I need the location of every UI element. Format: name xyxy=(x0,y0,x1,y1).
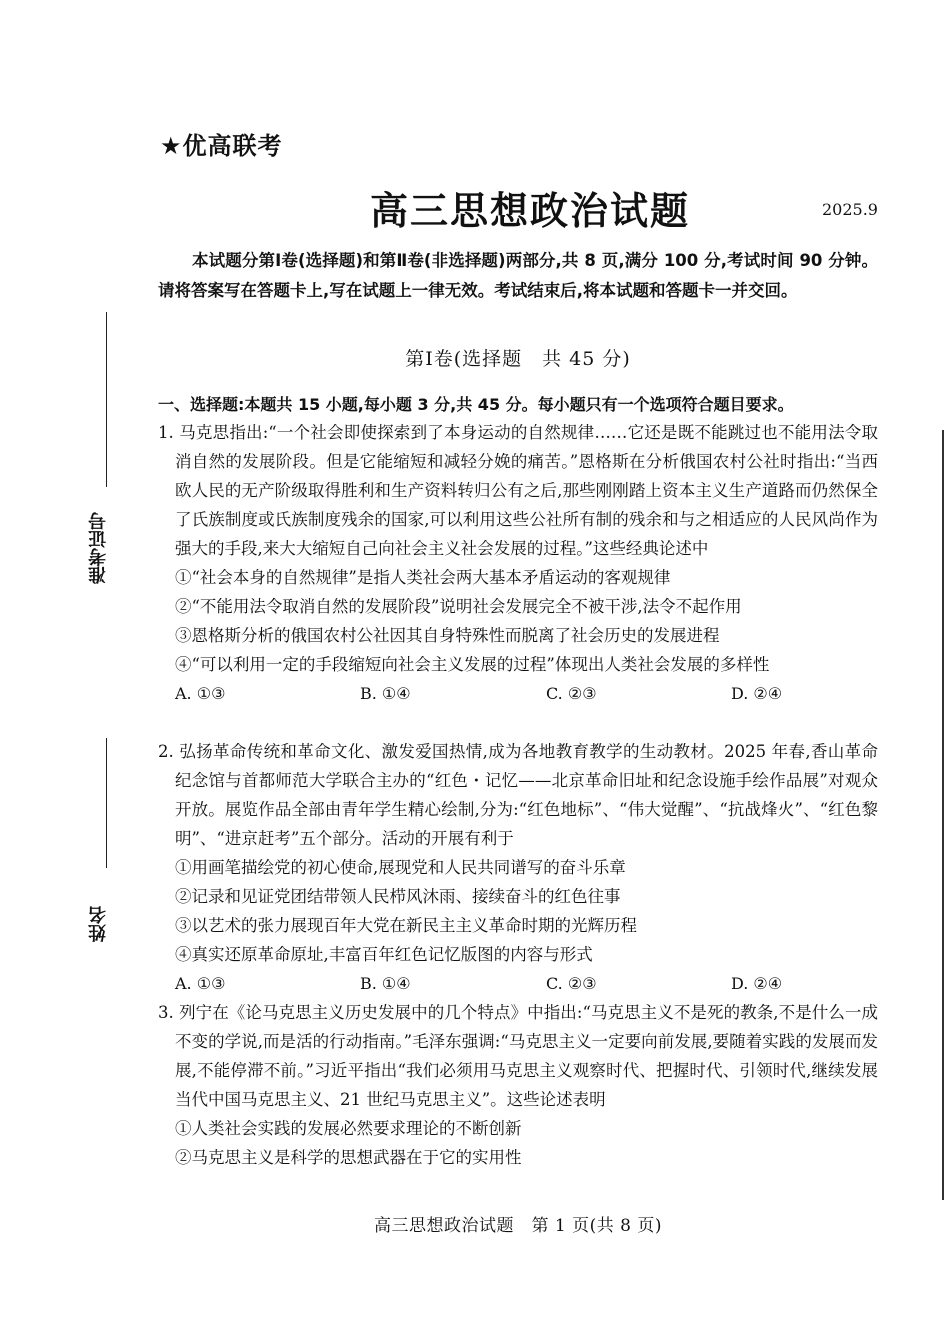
exam-brand: ★优高联考 xyxy=(160,132,283,160)
statement-option: ①“社会本身的自然规律”是指人类社会两大基本矛盾运动的客观规律 xyxy=(175,568,671,587)
page-footer: 高三思想政治试题 第 1 页(共 8 页) xyxy=(373,1216,662,1236)
statement-option: ④“可以利用一定的手段缩短向社会主义发展的过程”体现出人类社会发展的多样性 xyxy=(175,655,770,674)
answer-choice-d[interactable]: D. ②④ xyxy=(731,684,783,703)
statement-option: ②“不能用法令取消自然的发展阶段”说明社会发展完全不被干涉,法令不起作用 xyxy=(175,597,742,616)
exam-date: 2025.9 xyxy=(822,200,878,219)
answer-choice-a[interactable]: A. ①③ xyxy=(175,974,226,993)
answer-choice-c[interactable]: C. ②③ xyxy=(546,974,597,993)
question-stem: 1. 马克思指出:“一个社会即使探索到了本身运动的自然规律……它还是既不能跳过也不能用法令取消自然的发展阶段。但是它能缩短和减轻分娩的痛苦。”恩格斯在分析俄国农村公社时指出:“当西欧人民的无产阶级取得胜利和生产资料转归公有之后,那些刚刚踏上资本主义生产道路而仍然保全了氏族制度或氏族制度残余的国家,可以利用这些公社所有制的残余和与之相适应的人民风尚作为强大的手段,来大大缩短自己向社会主义社会发展的过程。”这些经典论述中 xyxy=(158,423,878,558)
section-title: 第Ⅰ卷(选择题 共 45 分) xyxy=(405,348,631,370)
exam-number-line xyxy=(106,312,107,487)
statement-option: ③恩格斯分析的俄国农村公社因其自身特殊性而脱离了社会历史的发展进程 xyxy=(175,626,720,645)
answer-choice-b[interactable]: B. ①④ xyxy=(360,974,411,993)
answer-choice-b[interactable]: B. ①④ xyxy=(360,684,411,703)
question-1 xyxy=(158,418,878,708)
statement-option: ④真实还原革命原址,丰富百年红色记忆版图的内容与形式 xyxy=(175,945,593,964)
statement-option: ①用画笔描绘党的初心使命,展现党和人民共同谱写的奋斗乐章 xyxy=(175,858,626,877)
question-3 xyxy=(158,998,878,1172)
question-stem: 2. 弘扬革命传统和革命文化、激发爱国热情,成为各地教育教学的生动教材。2025 年春,香山革命纪念馆与首都师范大学联合主办的“红色・记忆——北京革命旧址和纪念设施手绘作品展”对观众开放。展览作品全部由青年学生精心绘制,分为:“红色地标”、“伟大觉醒”、“抗战烽火”、“红色黎明”、“进京赶考”五个部分。活动的开展有利于 xyxy=(158,742,878,848)
exam-intro: 本试题分第Ⅰ卷(选择题)和第Ⅱ卷(非选择题)两部分,共 8 页,满分 100 分,考试时间 90 分钟。请将答案写在答题卡上,写在试题上一律无效。考试结束后,将本试题和答题卡一并交回。 xyxy=(158,251,878,300)
statement-option: ①人类社会实践的发展必然要求理论的不断创新 xyxy=(175,1119,522,1138)
statement-option: ③以艺术的张力展现百年大党在新民主主义革命时期的光辉历程 xyxy=(175,916,637,935)
answer-choices xyxy=(175,969,878,998)
page-edge-line xyxy=(942,430,944,1200)
page-title: 高三思想政治试题 xyxy=(370,189,691,233)
question-stem: 3. 列宁在《论马克思主义历史发展中的几个特点》中指出:“马克思主义不是死的教条,不是什么一成不变的学说,而是活的行动指南。”毛泽东强调:“马克思主义一定要向前发展,要随着实践的发展而发展,不能停滞不前。”习近平指出“我们必须用马克思主义观察时代、把握时代、引领时代,继续发展当代中国马克思主义、21 世纪马克思主义”。这些论述表明 xyxy=(158,1003,878,1109)
question-2 xyxy=(158,737,878,998)
statement-option: ②马克思主义是科学的思想武器在于它的实用性 xyxy=(175,1148,522,1167)
name-line xyxy=(106,738,107,868)
answer-choices xyxy=(175,679,878,708)
answer-choice-a[interactable]: A. ①③ xyxy=(175,684,226,703)
answer-choice-d[interactable]: D. ②④ xyxy=(731,974,783,993)
statement-option: ②记录和见证党团结带领人民栉风沐雨、接续奋斗的红色往事 xyxy=(175,887,621,906)
section-instruction: 一、选择题:本题共 15 小题,每小题 3 分,共 45 分。每小题只有一个选项符合题目要求。 xyxy=(158,395,794,414)
exam-number-label: 准考证号 xyxy=(88,512,109,584)
name-label: 姓名 xyxy=(88,906,109,942)
answer-choice-c[interactable]: C. ②③ xyxy=(546,684,597,703)
